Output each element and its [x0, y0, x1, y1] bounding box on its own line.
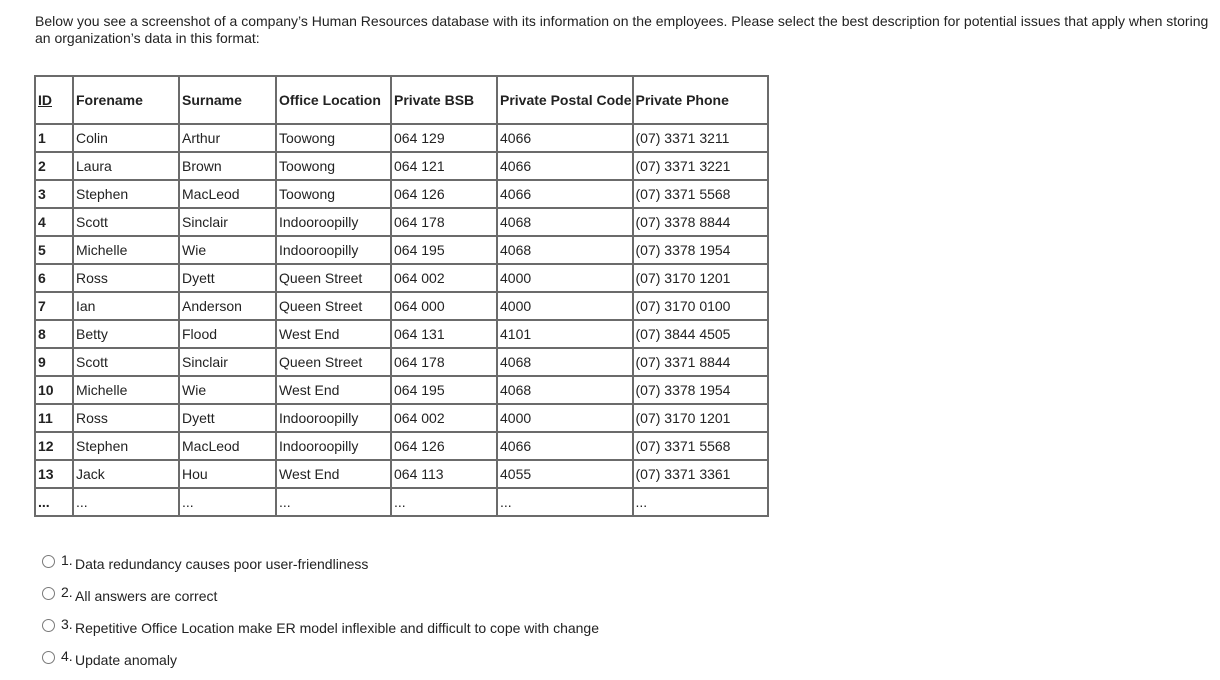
cell-private-postal-code: 4000 [497, 292, 633, 320]
cell-private-postal-code: 4068 [497, 348, 633, 376]
cell-private-phone: (07) 3170 1201 [633, 264, 768, 292]
cell-private-postal-code: 4066 [497, 432, 633, 460]
option-label: All answers are correct [75, 588, 218, 604]
option-number: 3. [61, 616, 73, 632]
option-number: 1. [61, 552, 73, 568]
table-row [35, 264, 768, 292]
option-label: Update anomaly [75, 652, 177, 668]
cell-forename: Ross [73, 404, 179, 432]
cell-private-phone: (07) 3844 4505 [633, 320, 768, 348]
cell-office-location: Queen Street [276, 264, 391, 292]
cell-private-bsb: 064 121 [391, 152, 497, 180]
table-row [35, 236, 768, 264]
cell-forename: Jack [73, 460, 179, 488]
cell-id: 13 [35, 460, 73, 488]
cell-office-location: Indooroopilly [276, 404, 391, 432]
cell-office-location: Indooroopilly [276, 236, 391, 264]
cell-private-bsb: 064 129 [391, 124, 497, 152]
cell-id: 11 [35, 404, 73, 432]
table-row [35, 292, 768, 320]
cell-surname: Sinclair [179, 208, 276, 236]
cell-id: 1 [35, 124, 73, 152]
cell-private-postal-code: 4101 [497, 320, 633, 348]
cell-forename: Colin [73, 124, 179, 152]
table-body [35, 124, 768, 516]
cell-private-phone: (07) 3170 0100 [633, 292, 768, 320]
cell-private-phone: (07) 3378 8844 [633, 208, 768, 236]
question-text: Below you see a screenshot of a company’s Human Resources database with its information on the employees. Please select the best description for potential issues that apply when storing an organization’s data in this format: [35, 13, 1209, 46]
cell-id: 4 [35, 208, 73, 236]
cell-private-bsb: 064 195 [391, 236, 497, 264]
cell-private-postal-code: 4055 [497, 460, 633, 488]
option-number: 4. [61, 648, 73, 664]
cell-private-bsb: 064 113 [391, 460, 497, 488]
cell-office-location: West End [276, 376, 391, 404]
cell-office-location: Queen Street [276, 292, 391, 320]
cell-private-bsb: ... [391, 488, 497, 516]
cell-surname: Anderson [179, 292, 276, 320]
cell-private-phone: (07) 3170 1201 [633, 404, 768, 432]
option-number: 2. [61, 584, 73, 600]
header-private-bsb: Private BSB [391, 76, 497, 124]
employee-table [34, 75, 769, 517]
header-surname: Surname [179, 76, 276, 124]
cell-private-phone: (07) 3371 3221 [633, 152, 768, 180]
cell-private-bsb: 064 126 [391, 180, 497, 208]
cell-private-phone: ... [633, 488, 768, 516]
cell-private-bsb: 064 195 [391, 376, 497, 404]
cell-private-phone: (07) 3371 3361 [633, 460, 768, 488]
cell-office-location: West End [276, 320, 391, 348]
table-row [35, 124, 768, 152]
table-row [35, 404, 768, 432]
cell-surname: ... [179, 488, 276, 516]
cell-surname: Brown [179, 152, 276, 180]
cell-office-location: Toowong [276, 180, 391, 208]
cell-surname: MacLeod [179, 180, 276, 208]
cell-id: 3 [35, 180, 73, 208]
cell-office-location: Toowong [276, 152, 391, 180]
cell-forename: ... [73, 488, 179, 516]
table-row [35, 208, 768, 236]
cell-private-postal-code: 4068 [497, 208, 633, 236]
cell-forename: Laura [73, 152, 179, 180]
cell-private-bsb: 064 002 [391, 264, 497, 292]
cell-surname: Dyett [179, 264, 276, 292]
table-row [35, 488, 768, 516]
option-label: Repetitive Office Location make ER model inflexible and difficult to cope with change [75, 620, 600, 636]
cell-private-bsb: 064 131 [391, 320, 497, 348]
cell-private-phone: (07) 3371 5568 [633, 432, 768, 460]
cell-private-postal-code: ... [497, 488, 633, 516]
cell-surname: Wie [179, 376, 276, 404]
cell-surname: Wie [179, 236, 276, 264]
cell-forename: Stephen [73, 180, 179, 208]
table-row [35, 320, 768, 348]
cell-forename: Scott [73, 208, 179, 236]
cell-private-bsb: 064 178 [391, 348, 497, 376]
cell-forename: Ian [73, 292, 179, 320]
cell-office-location: Queen Street [276, 348, 391, 376]
cell-forename: Stephen [73, 432, 179, 460]
table-row [35, 152, 768, 180]
cell-private-bsb: 064 002 [391, 404, 497, 432]
header-private-phone: Private Phone [633, 76, 768, 124]
cell-office-location: ... [276, 488, 391, 516]
cell-private-phone: (07) 3371 8844 [633, 348, 768, 376]
header-forename: Forename [73, 76, 179, 124]
cell-id: 7 [35, 292, 73, 320]
cell-office-location: Indooroopilly [276, 432, 391, 460]
cell-surname: Dyett [179, 404, 276, 432]
table-row [35, 432, 768, 460]
cell-private-postal-code: 4068 [497, 236, 633, 264]
cell-forename: Ross [73, 264, 179, 292]
cell-forename: Michelle [73, 236, 179, 264]
cell-forename: Betty [73, 320, 179, 348]
cell-id: ... [35, 488, 73, 516]
cell-id: 12 [35, 432, 73, 460]
cell-private-postal-code: 4066 [497, 152, 633, 180]
cell-private-bsb: 064 000 [391, 292, 497, 320]
table-row [35, 180, 768, 208]
cell-id: 6 [35, 264, 73, 292]
cell-office-location: West End [276, 460, 391, 488]
cell-private-postal-code: 4066 [497, 124, 633, 152]
cell-id: 2 [35, 152, 73, 180]
option-label: Data redundancy causes poor user-friendliness [75, 556, 369, 572]
cell-forename: Michelle [73, 376, 179, 404]
cell-surname: Arthur [179, 124, 276, 152]
cell-private-postal-code: 4066 [497, 180, 633, 208]
cell-private-phone: (07) 3371 5568 [633, 180, 768, 208]
header-office-location: Office Location [276, 76, 391, 124]
radio-button[interactable] [42, 651, 55, 664]
cell-forename: Scott [73, 348, 179, 376]
cell-private-bsb: 064 126 [391, 432, 497, 460]
cell-id: 5 [35, 236, 73, 264]
cell-surname: Hou [179, 460, 276, 488]
radio-button[interactable] [42, 555, 55, 568]
table-header-row [35, 76, 768, 124]
table-row [35, 460, 768, 488]
cell-surname: MacLeod [179, 432, 276, 460]
cell-surname: Sinclair [179, 348, 276, 376]
cell-private-postal-code: 4068 [497, 376, 633, 404]
cell-private-postal-code: 4000 [497, 264, 633, 292]
cell-surname: Flood [179, 320, 276, 348]
cell-office-location: Indooroopilly [276, 208, 391, 236]
header-id: ID [35, 76, 73, 124]
cell-private-postal-code: 4000 [497, 404, 633, 432]
cell-office-location: Toowong [276, 124, 391, 152]
cell-id: 8 [35, 320, 73, 348]
table-row [35, 376, 768, 404]
cell-private-bsb: 064 178 [391, 208, 497, 236]
cell-private-phone: (07) 3378 1954 [633, 376, 768, 404]
radio-button[interactable] [42, 587, 55, 600]
radio-button[interactable] [42, 619, 55, 632]
cell-id: 9 [35, 348, 73, 376]
header-private-postal-code: Private Postal Code [497, 76, 633, 124]
cell-private-phone: (07) 3371 3211 [633, 124, 768, 152]
cell-id: 10 [35, 376, 73, 404]
cell-private-phone: (07) 3378 1954 [633, 236, 768, 264]
table-row [35, 348, 768, 376]
